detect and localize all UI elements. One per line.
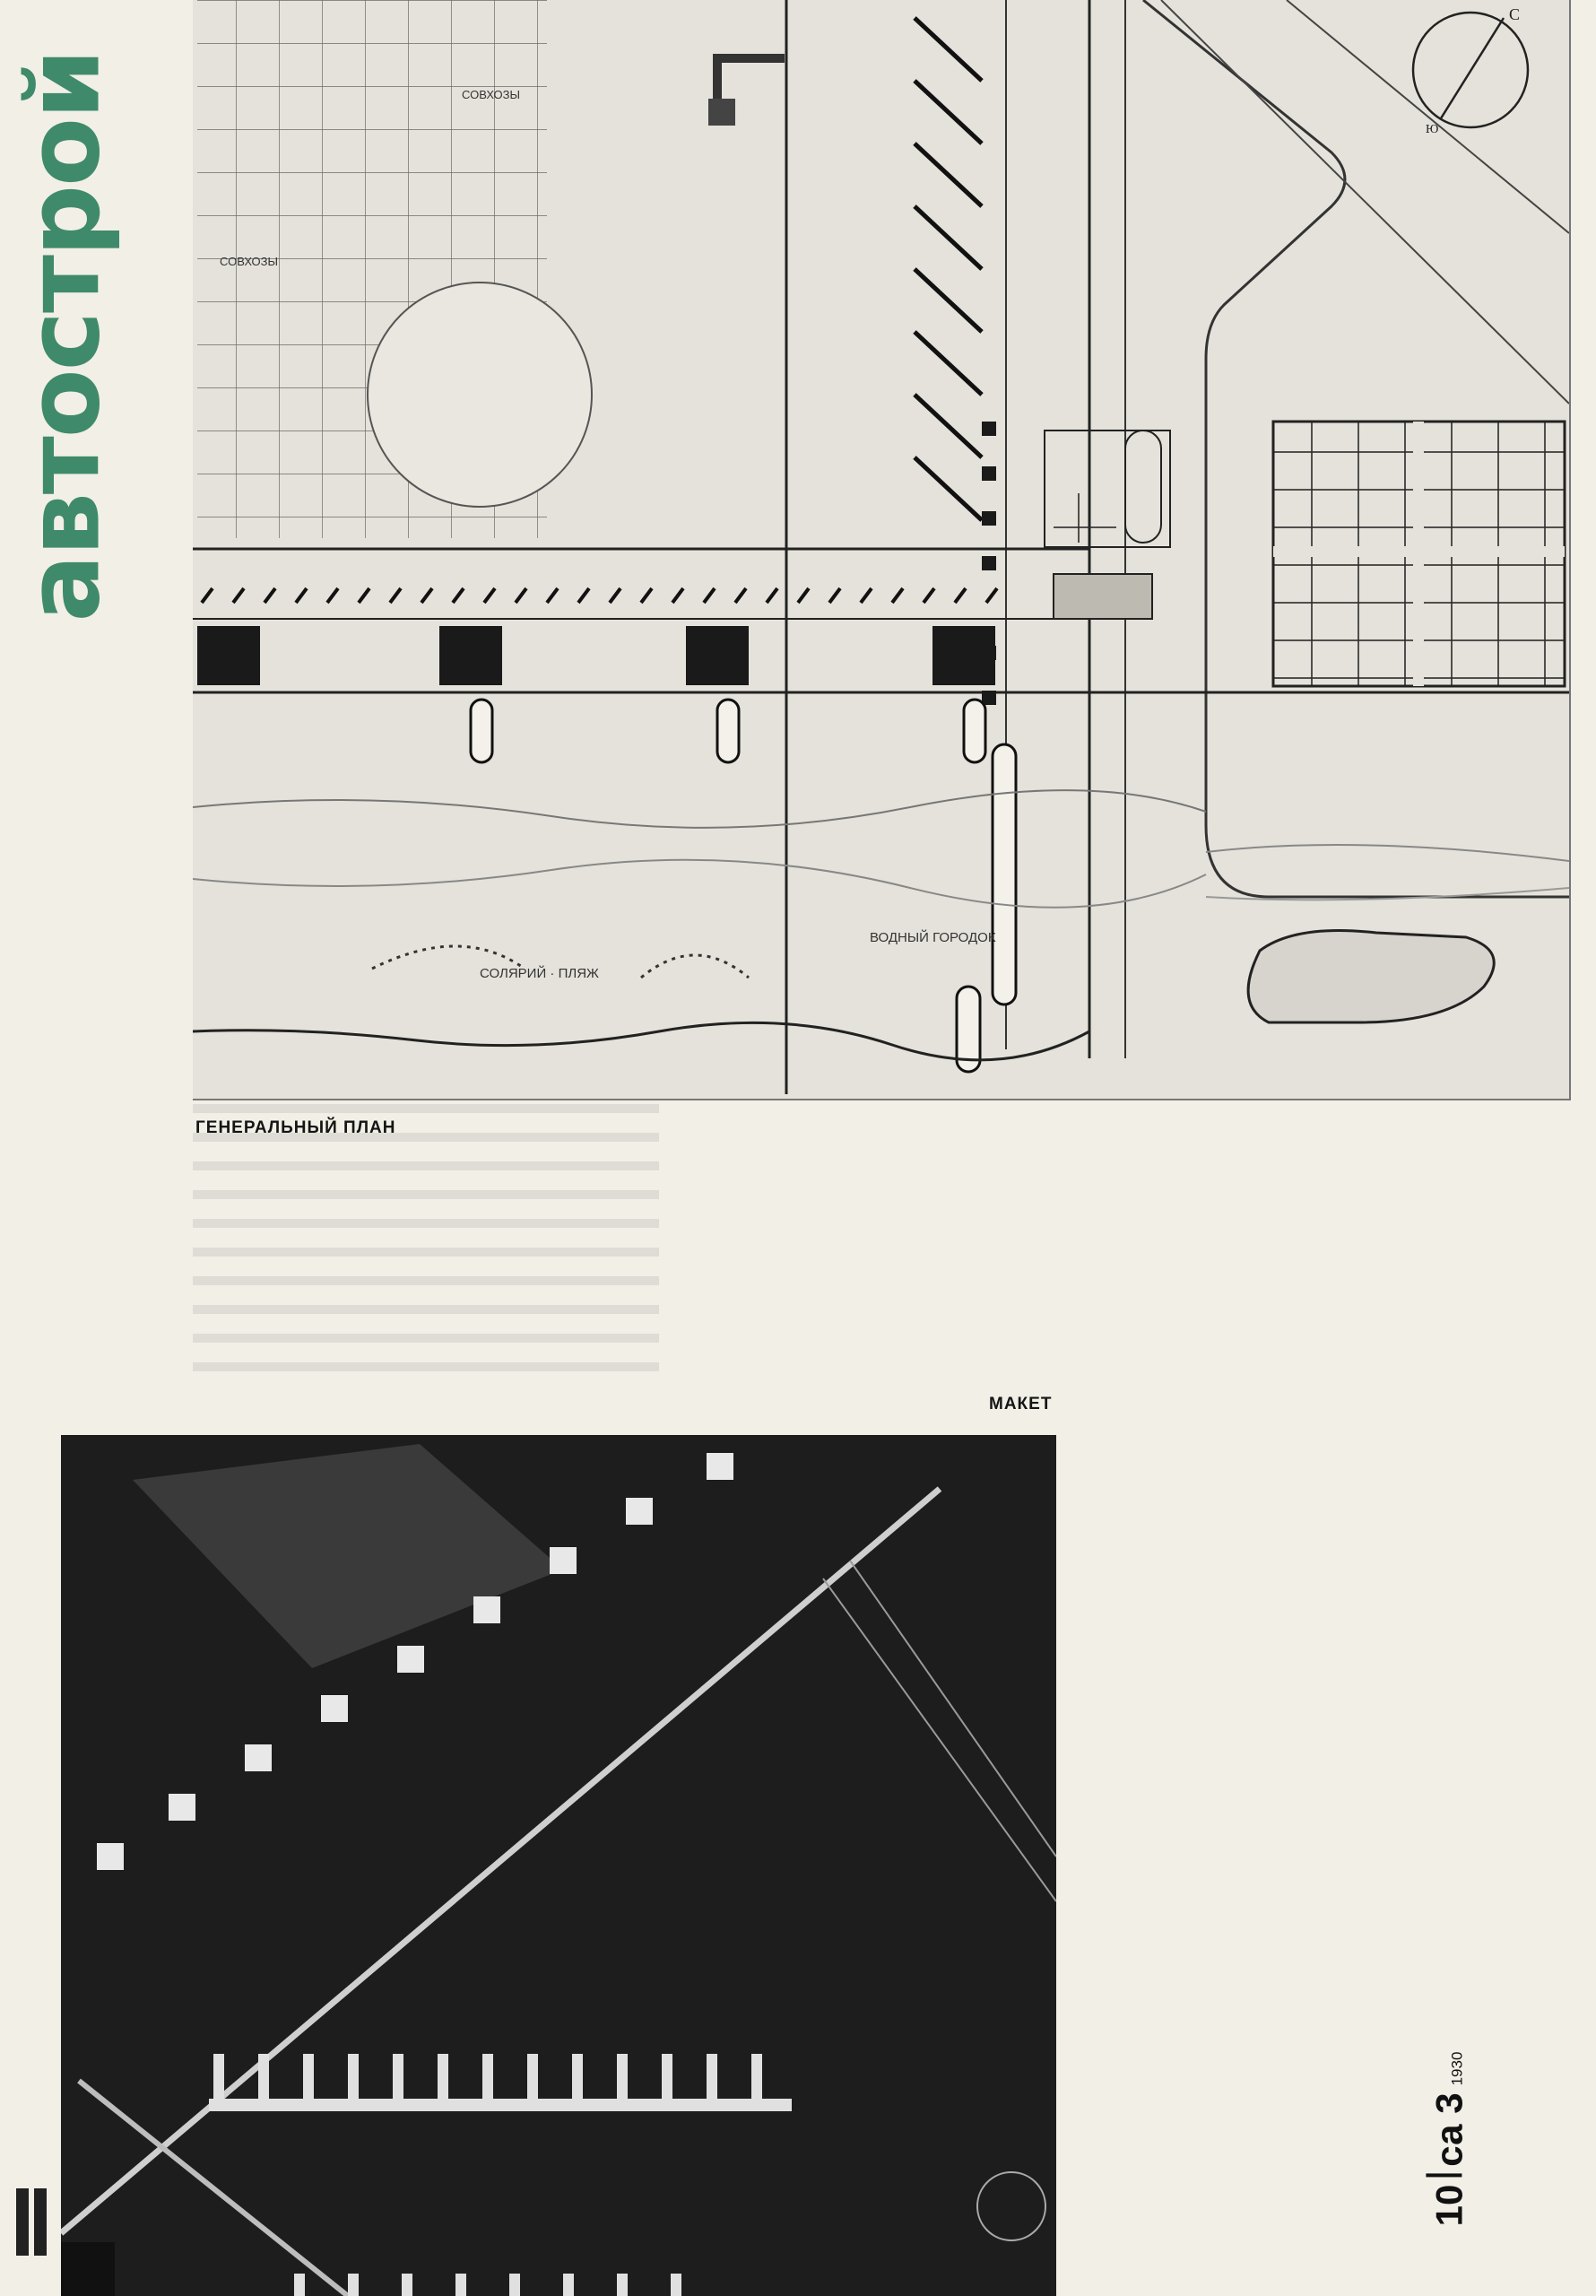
lagoon — [1248, 931, 1494, 1023]
circular-park — [368, 283, 592, 507]
compass-rose — [1413, 5, 1528, 136]
shoreline — [193, 1022, 1089, 1059]
general-plan-svg — [193, 0, 1569, 1099]
diagonal-housing-blocks — [915, 18, 982, 520]
issue-year: 1930 — [1448, 2051, 1465, 2086]
edge-printer-mark — [16, 2188, 47, 2256]
model-photo-svg — [61, 1435, 1056, 2296]
general-plan-drawing — [193, 0, 1571, 1100]
model-photograph — [61, 1435, 1056, 2296]
plan-caption: ГЕНЕРАЛЬНЫЙ ПЛАН — [195, 1118, 396, 1137]
compass-north-label: С — [1509, 5, 1521, 23]
plan-label-sovkhoz-2: СОВХОЗЫ — [220, 255, 279, 268]
magazine-issue: са 3 — [1427, 2092, 1470, 2167]
plan-label-water-town: ВОДНЫЙ ГОРОДОК — [870, 930, 996, 945]
plan-label-sovkhoz-1: СОВХОЗЫ — [462, 88, 521, 101]
oval-pavilions — [471, 700, 1016, 1072]
page-folio — [1417, 2036, 1479, 2242]
plan-label-beach: СОЛЯРИЙ · ПЛЯЖ — [480, 966, 599, 981]
folio-divider — [1426, 2174, 1462, 2178]
section-title — [2, 27, 127, 646]
compass-south-label: Ю — [1426, 123, 1439, 136]
model-caption: МАКЕТ — [989, 1395, 1053, 1413]
strip-hatching — [202, 588, 997, 603]
section-title-text: автострой — [6, 50, 123, 622]
page-number: 10 — [1427, 2184, 1470, 2227]
